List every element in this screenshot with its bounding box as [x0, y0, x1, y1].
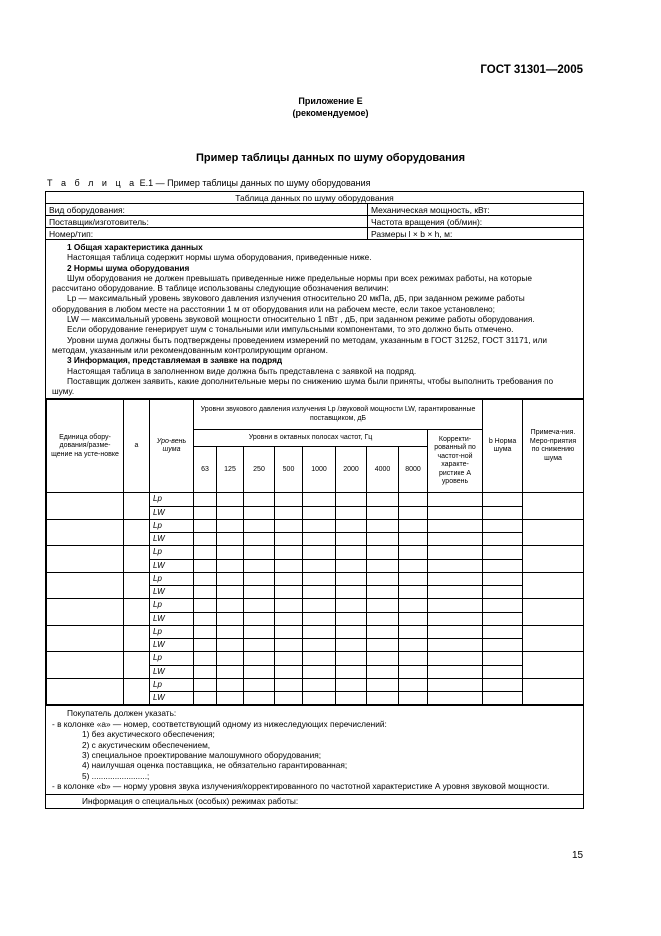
- table-caption: [47, 178, 371, 188]
- value-cell[interactable]: [428, 625, 483, 638]
- value-cell[interactable]: [399, 533, 428, 546]
- value-cell[interactable]: [367, 586, 399, 599]
- value-cell[interactable]: [217, 533, 244, 546]
- notes-cell[interactable]: [523, 625, 584, 652]
- section-1-text: Настоящая таблица содержит нормы шума оборудования, приведенные ниже.: [67, 252, 372, 263]
- value-cell[interactable]: [217, 665, 244, 678]
- value-cell[interactable]: [217, 678, 244, 691]
- row-level-label: LW: [150, 639, 194, 652]
- value-cell[interactable]: [303, 493, 336, 506]
- value-cell[interactable]: [244, 572, 275, 585]
- section-2-para-2: Lp — максимальный уровень звукового давления излучения относительно 20 мкПа, дБ, при заданном режиме работы оборудования в любом месте на расстоянии 1 м от оборудования или на рабочем месте, если такое установлено;: [52, 293, 525, 314]
- value-cell[interactable]: [428, 665, 483, 678]
- value-cell[interactable]: [244, 586, 275, 599]
- freq-header-125: 125: [217, 447, 244, 493]
- value-cell[interactable]: [336, 639, 367, 652]
- option-1: 1) без акустического обеспечения;: [82, 729, 215, 740]
- instructions-column-b: - в колонке «b» — норму уровня звука излучения/корректированного по частотной характеристике А уровня звуковой мощности.: [52, 781, 550, 792]
- field-supplier: Поставщик/изготовитель:: [46, 216, 368, 228]
- value-cell[interactable]: [336, 678, 367, 691]
- field-equipment-type: Вид оборудования:: [46, 204, 368, 216]
- row-level-label: LW: [150, 533, 194, 546]
- freq-header-2000: 2000: [336, 447, 367, 493]
- row-level-label: Lp: [150, 625, 194, 638]
- table-row: [47, 652, 584, 665]
- row-level-label: Lp: [150, 652, 194, 665]
- option-2: 2) с акустическим обеспечением,: [82, 739, 211, 750]
- notes-cell[interactable]: [523, 599, 584, 626]
- col-a: a: [124, 400, 150, 493]
- value-cell[interactable]: [194, 652, 217, 665]
- appendix-title: Приложение Е: [298, 96, 363, 106]
- field-power: Механическая мощность, кВт:: [368, 204, 584, 216]
- page-number: 15: [572, 850, 584, 861]
- value-cell[interactable]: [275, 612, 303, 625]
- freq-header-4000: 4000: [367, 447, 399, 493]
- value-cell[interactable]: [303, 533, 336, 546]
- value-cell[interactable]: [194, 506, 217, 519]
- value-cell[interactable]: [194, 625, 217, 638]
- section-3-para-1: Настоящая таблица в заполненном виде должна быть представлена с заявкой на подряд.: [67, 365, 417, 376]
- value-cell[interactable]: [483, 533, 523, 546]
- a-cell[interactable]: [124, 572, 150, 599]
- a-cell[interactable]: [124, 493, 150, 520]
- value-cell[interactable]: [483, 612, 523, 625]
- value-cell[interactable]: [194, 639, 217, 652]
- value-cell[interactable]: [367, 559, 399, 572]
- value-cell[interactable]: [336, 586, 367, 599]
- notes-cell[interactable]: [523, 493, 584, 520]
- value-cell[interactable]: [217, 612, 244, 625]
- value-cell[interactable]: [399, 572, 428, 585]
- field-model: Номер/тип:: [46, 228, 368, 240]
- value-cell[interactable]: [336, 559, 367, 572]
- value-cell[interactable]: [217, 559, 244, 572]
- value-cell[interactable]: [483, 599, 523, 612]
- value-cell[interactable]: [367, 519, 399, 532]
- col-a-weighted: Корректи-рованный по частот-ной характе-ристике А уровень: [428, 430, 483, 493]
- value-cell[interactable]: [483, 546, 523, 559]
- value-cell[interactable]: [483, 665, 523, 678]
- row-level-label: LW: [150, 665, 194, 678]
- value-cell[interactable]: [428, 586, 483, 599]
- row-level-label: Lp: [150, 519, 194, 532]
- unit-cell[interactable]: [47, 625, 124, 652]
- value-cell[interactable]: [194, 519, 217, 532]
- row-level-label: Lp: [150, 493, 194, 506]
- section-2-para-3: LW — максимальный уровень звуковой мощности относительно 1 пВт , дБ, при заданном режиме работы оборудования.: [67, 314, 535, 325]
- value-cell[interactable]: [483, 493, 523, 506]
- row-level-label: LW: [150, 559, 194, 572]
- value-cell[interactable]: [399, 678, 428, 691]
- unit-cell[interactable]: [47, 546, 124, 573]
- value-cell[interactable]: [367, 652, 399, 665]
- value-cell[interactable]: [275, 519, 303, 532]
- value-cell[interactable]: [483, 572, 523, 585]
- value-cell[interactable]: [367, 599, 399, 612]
- notes-cell[interactable]: [523, 652, 584, 679]
- value-cell[interactable]: [303, 559, 336, 572]
- value-cell[interactable]: [217, 546, 244, 559]
- value-cell[interactable]: [303, 665, 336, 678]
- value-cell[interactable]: [244, 678, 275, 691]
- value-cell[interactable]: [399, 493, 428, 506]
- value-cell[interactable]: [399, 639, 428, 652]
- value-cell[interactable]: [483, 519, 523, 532]
- value-cell[interactable]: [244, 665, 275, 678]
- value-cell[interactable]: [217, 506, 244, 519]
- value-cell[interactable]: [336, 665, 367, 678]
- value-cell[interactable]: [399, 559, 428, 572]
- field-rotation: Частота вращения (об/мин):: [368, 216, 584, 228]
- value-cell[interactable]: [399, 599, 428, 612]
- unit-cell[interactable]: [47, 519, 124, 546]
- value-cell[interactable]: [399, 546, 428, 559]
- value-cell[interactable]: [336, 572, 367, 585]
- col-guaranteed-levels: Уровни звукового давления излучения Lp /звуковой мощности LW, гарантированные поставщиком, дБ: [194, 400, 483, 430]
- value-cell[interactable]: [428, 599, 483, 612]
- value-cell[interactable]: [483, 692, 523, 705]
- value-cell[interactable]: [194, 586, 217, 599]
- value-cell[interactable]: [194, 533, 217, 546]
- value-cell[interactable]: [275, 572, 303, 585]
- value-cell[interactable]: [275, 652, 303, 665]
- table-row: [47, 678, 584, 691]
- value-cell[interactable]: [217, 652, 244, 665]
- value-cell[interactable]: [428, 493, 483, 506]
- a-cell[interactable]: [124, 546, 150, 573]
- unit-cell[interactable]: [47, 572, 124, 599]
- value-cell[interactable]: [194, 559, 217, 572]
- section-2-para-5: Уровни шума должны быть подтверждены проведением измерений по методам, указанным в ГОСТ 31252, ГОСТ 31171, или методам, указанным или рекомендованным контролирующим органом.: [52, 334, 548, 355]
- col-equipment-unit: Единица обору-дования/разме-щение на уcте-новке: [47, 400, 124, 493]
- a-cell[interactable]: [124, 678, 150, 705]
- value-cell[interactable]: [336, 493, 367, 506]
- value-cell[interactable]: [244, 519, 275, 532]
- a-cell[interactable]: [124, 599, 150, 626]
- value-cell[interactable]: [428, 652, 483, 665]
- value-cell[interactable]: [217, 572, 244, 585]
- value-cell[interactable]: [303, 546, 336, 559]
- a-cell[interactable]: [124, 652, 150, 679]
- row-level-label: LW: [150, 612, 194, 625]
- value-cell[interactable]: [194, 599, 217, 612]
- value-cell[interactable]: [428, 639, 483, 652]
- unit-cell[interactable]: [47, 493, 124, 520]
- row-level-label: Lp: [150, 572, 194, 585]
- value-cell[interactable]: [244, 493, 275, 506]
- value-cell[interactable]: [303, 639, 336, 652]
- value-cell[interactable]: [367, 665, 399, 678]
- freq-header-8000: 8000: [399, 447, 428, 493]
- freq-header-1000: 1000: [303, 447, 336, 493]
- table-row: [47, 599, 584, 612]
- value-cell[interactable]: [428, 678, 483, 691]
- value-cell[interactable]: [217, 625, 244, 638]
- value-cell[interactable]: [399, 665, 428, 678]
- value-cell[interactable]: [336, 599, 367, 612]
- value-cell[interactable]: [275, 533, 303, 546]
- a-cell[interactable]: [124, 625, 150, 652]
- freq-header-63: 63: [194, 447, 217, 493]
- value-cell[interactable]: [244, 559, 275, 572]
- value-cell[interactable]: [303, 652, 336, 665]
- value-cell[interactable]: [275, 639, 303, 652]
- value-cell[interactable]: [399, 625, 428, 638]
- value-cell[interactable]: [336, 533, 367, 546]
- value-cell[interactable]: [244, 546, 275, 559]
- value-cell[interactable]: [217, 586, 244, 599]
- value-cell[interactable]: [428, 572, 483, 585]
- section-2-title: 2 Нормы шума оборудования: [67, 262, 190, 273]
- value-cell[interactable]: [399, 652, 428, 665]
- value-cell[interactable]: [367, 639, 399, 652]
- value-cell[interactable]: [275, 546, 303, 559]
- buyer-instructions: [46, 706, 584, 794]
- value-cell[interactable]: [303, 678, 336, 691]
- value-cell[interactable]: [303, 692, 336, 705]
- value-cell[interactable]: [399, 519, 428, 532]
- unit-cell[interactable]: [47, 678, 124, 705]
- value-cell[interactable]: [336, 625, 367, 638]
- section-2-para-4: Если оборудование генерирует шум с тональными или импульсными компонентами, то это должно быть отмечено.: [67, 324, 514, 335]
- a-cell[interactable]: [124, 519, 150, 546]
- col-b-norm: b Норма шума: [483, 400, 523, 493]
- section-3-title: 3 Информация, представляемая в заявке на подряд: [67, 355, 283, 366]
- value-cell[interactable]: [428, 533, 483, 546]
- value-cell[interactable]: [367, 612, 399, 625]
- notes-cell[interactable]: [523, 678, 584, 705]
- value-cell[interactable]: [483, 639, 523, 652]
- value-cell[interactable]: [275, 599, 303, 612]
- section-2-para-1: Шум оборудования не должен превышать приведенные ниже предельные нормы при всех режимах работы, на которые рассчитано оборудование. В таблице использованы следующие обозначения величин:: [52, 272, 532, 294]
- value-cell[interactable]: [483, 506, 523, 519]
- value-cell[interactable]: [275, 493, 303, 506]
- value-cell[interactable]: [336, 519, 367, 532]
- value-cell[interactable]: [217, 599, 244, 612]
- row-level-label: LW: [150, 506, 194, 519]
- value-cell[interactable]: [275, 665, 303, 678]
- caption-prefix: Т а б л и ц а: [47, 178, 138, 188]
- value-cell[interactable]: [303, 612, 336, 625]
- value-cell[interactable]: [194, 665, 217, 678]
- value-cell[interactable]: [428, 546, 483, 559]
- value-cell[interactable]: [244, 652, 275, 665]
- notes-cell[interactable]: [523, 572, 584, 599]
- notes-cell[interactable]: [523, 546, 584, 573]
- value-cell[interactable]: [483, 678, 523, 691]
- value-cell[interactable]: [275, 586, 303, 599]
- value-cell[interactable]: [336, 692, 367, 705]
- value-cell[interactable]: [336, 612, 367, 625]
- noise-data-table: [45, 191, 584, 809]
- value-cell[interactable]: [428, 506, 483, 519]
- value-cell[interactable]: [275, 678, 303, 691]
- table-row: [47, 572, 584, 585]
- row-level-label: Lp: [150, 546, 194, 559]
- value-cell[interactable]: [336, 546, 367, 559]
- value-cell[interactable]: [194, 612, 217, 625]
- value-cell[interactable]: [244, 692, 275, 705]
- value-cell[interactable]: [244, 639, 275, 652]
- unit-cell[interactable]: [47, 652, 124, 679]
- section-1-title: 1 Общая характеристика данных: [67, 242, 203, 252]
- value-cell[interactable]: [399, 612, 428, 625]
- standard-number: ГОСТ 31301—2005: [480, 64, 583, 76]
- requirements-text: [46, 240, 584, 399]
- value-cell[interactable]: [217, 639, 244, 652]
- instructions-intro: Покупатель должен указать:: [67, 708, 177, 719]
- table-row: [47, 625, 584, 638]
- value-cell[interactable]: [367, 572, 399, 585]
- value-cell[interactable]: [303, 519, 336, 532]
- row-level-label: Lp: [150, 599, 194, 612]
- value-cell[interactable]: [367, 678, 399, 691]
- value-cell[interactable]: [275, 625, 303, 638]
- value-cell[interactable]: [303, 506, 336, 519]
- value-cell[interactable]: [399, 586, 428, 599]
- value-cell[interactable]: [244, 625, 275, 638]
- value-cell[interactable]: [275, 506, 303, 519]
- page-title: Пример таблицы данных по шуму оборудования: [195, 152, 465, 164]
- row-level-label: LW: [150, 692, 194, 705]
- value-cell[interactable]: [367, 493, 399, 506]
- value-cell[interactable]: [303, 572, 336, 585]
- value-cell[interactable]: [303, 625, 336, 638]
- freq-header-250: 250: [244, 447, 275, 493]
- value-cell[interactable]: [217, 493, 244, 506]
- value-cell[interactable]: [244, 506, 275, 519]
- table-row: [47, 493, 584, 506]
- col-noise-level: Уро-вень шума: [150, 400, 194, 493]
- value-cell[interactable]: [367, 625, 399, 638]
- value-cell[interactable]: [217, 519, 244, 532]
- row-level-label: LW: [150, 586, 194, 599]
- special-modes-label: Информация о специальных (особых) режимах работы:: [82, 796, 299, 806]
- value-cell[interactable]: [428, 692, 483, 705]
- table-row: [47, 546, 584, 559]
- row-level-label: Lp: [150, 678, 194, 691]
- noise-grid-cell: [46, 399, 584, 706]
- option-4: 4) наилучшая оценка поставщика, не обязательно гарантированная;: [82, 760, 348, 771]
- table-row: [47, 519, 584, 532]
- value-cell[interactable]: [303, 586, 336, 599]
- value-cell[interactable]: [336, 506, 367, 519]
- freq-header-500: 500: [275, 447, 303, 493]
- appendix-status: (рекомендуемое): [292, 108, 369, 118]
- value-cell[interactable]: [275, 692, 303, 705]
- value-cell[interactable]: [483, 586, 523, 599]
- value-cell[interactable]: [217, 692, 244, 705]
- value-cell[interactable]: [367, 533, 399, 546]
- section-3-para-2: Поставщик должен заявить, какие дополнительные меры по снижению шума были приняты, чтобы выполнить требования по шуму.: [52, 375, 554, 397]
- value-cell[interactable]: [367, 506, 399, 519]
- notes-cell[interactable]: [523, 519, 584, 546]
- value-cell[interactable]: [399, 692, 428, 705]
- caption-text: Е.1 — Пример таблицы данных по шуму оборудования: [137, 178, 371, 188]
- table-heading: Таблица данных по шуму оборудования: [46, 192, 584, 204]
- special-modes-field: [46, 794, 584, 808]
- field-dimensions: Размеры l × b × h, м:: [368, 228, 584, 240]
- value-cell[interactable]: [244, 612, 275, 625]
- value-cell[interactable]: [303, 599, 336, 612]
- value-cell[interactable]: [194, 572, 217, 585]
- unit-cell[interactable]: [47, 599, 124, 626]
- value-cell[interactable]: [336, 652, 367, 665]
- value-cell[interactable]: [483, 652, 523, 665]
- value-cell[interactable]: [483, 625, 523, 638]
- value-cell[interactable]: [399, 506, 428, 519]
- value-cell[interactable]: [194, 692, 217, 705]
- col-notes: Примеча-ния. Меро-приятия по снижению шума: [523, 400, 584, 493]
- option-5: 5) ........................;: [82, 770, 150, 781]
- instructions-column-a: - в колонке «а» — номер, соответствующий одному из нижеследующих перечислений:: [52, 718, 387, 729]
- value-cell[interactable]: [275, 559, 303, 572]
- value-cell[interactable]: [194, 546, 217, 559]
- value-cell[interactable]: [428, 612, 483, 625]
- value-cell[interactable]: [428, 559, 483, 572]
- value-cell[interactable]: [367, 692, 399, 705]
- col-octave-bands: Уровни в октавных полосах частот, Гц: [194, 430, 428, 447]
- noise-level-grid: [46, 399, 584, 705]
- value-cell[interactable]: [428, 519, 483, 532]
- value-cell[interactable]: [367, 546, 399, 559]
- value-cell[interactable]: [483, 559, 523, 572]
- value-cell[interactable]: [244, 533, 275, 546]
- option-3: 3) специальное проектирование малошумного оборудования;: [82, 750, 322, 761]
- value-cell[interactable]: [244, 599, 275, 612]
- value-cell[interactable]: [194, 678, 217, 691]
- value-cell[interactable]: [194, 493, 217, 506]
